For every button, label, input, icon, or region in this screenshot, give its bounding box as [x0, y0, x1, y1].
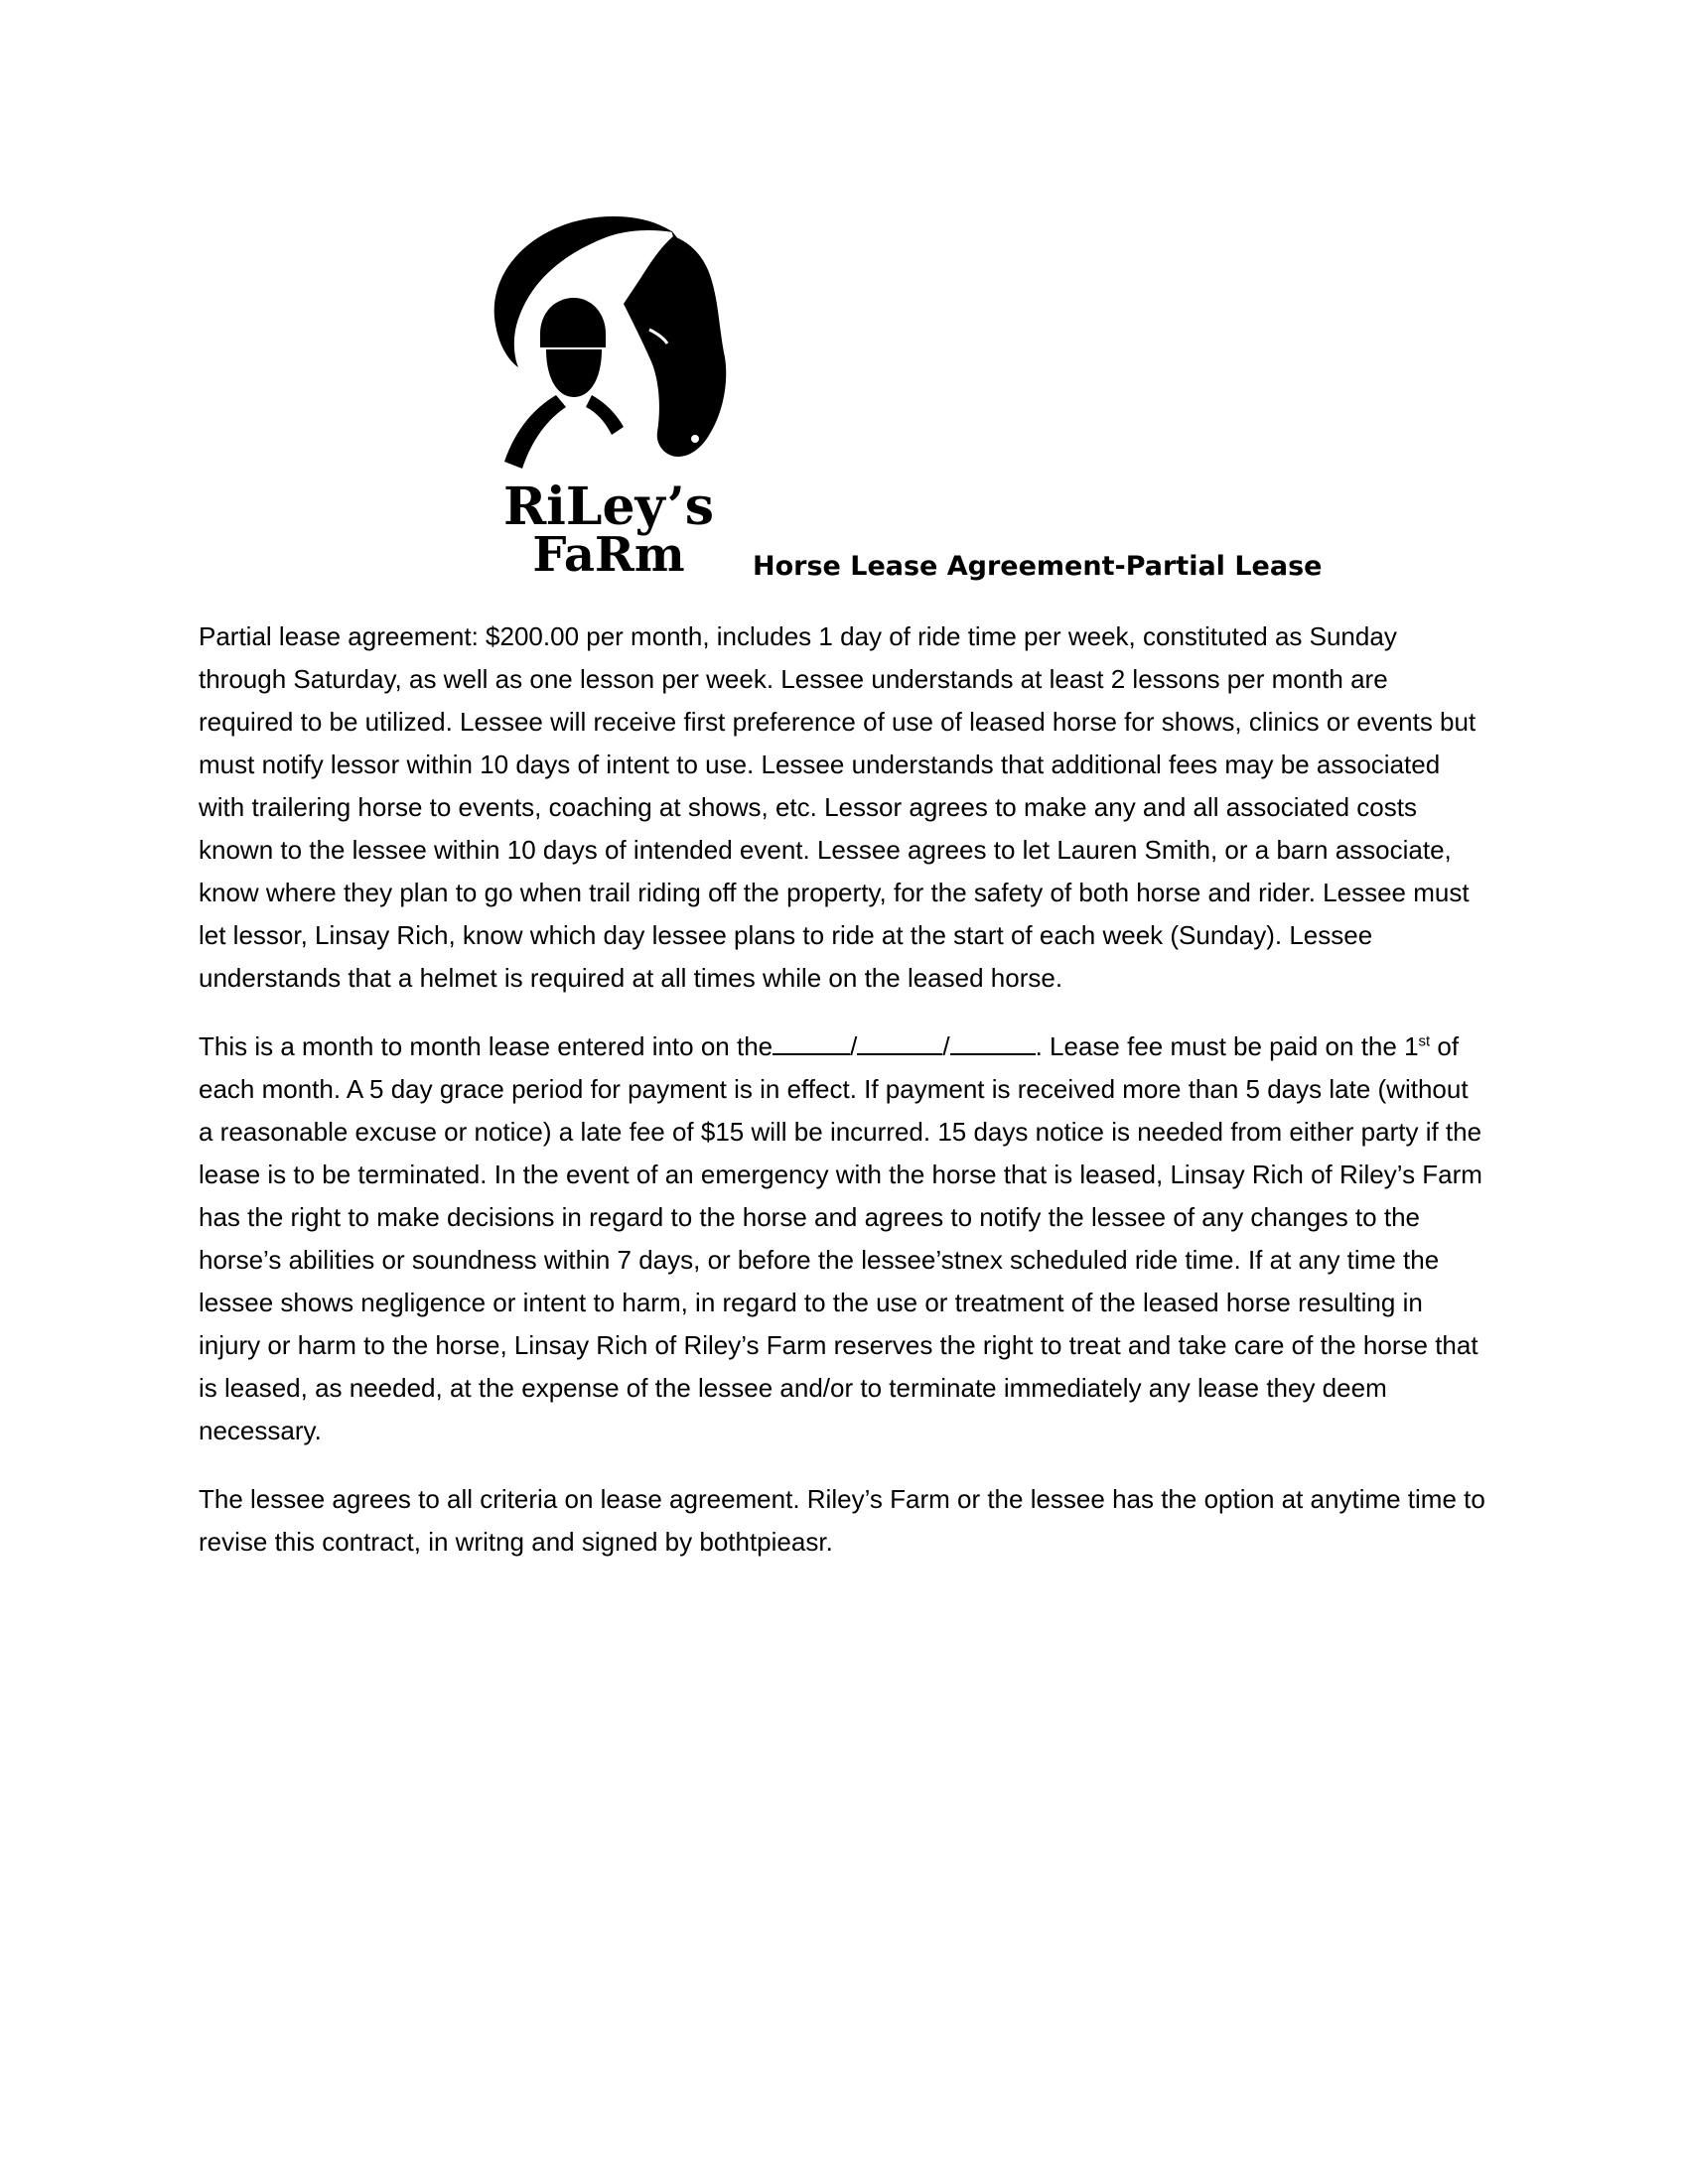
lease-date-lead-text: This is a month to month lease entered into on the [199, 1031, 774, 1061]
horse-rider-logo-icon [475, 208, 753, 576]
agreement-body [199, 615, 1489, 1589]
lease-conditions-text: of each month. A 5 day grace period for payment is in effect. If payment is received more than 5 days late (without a reasonable excuse or notice) a late fee of $15 will be incurred. 15 days notice is needed from either party if the lease is to be terminated. In the event of an emergency with the horse that is leased, Linsay Rich of Riley’s Farm has the right to make decisions in regard to the horse and agrees to notify the lessee of any changes to the horse’s abilities or soundness within 7 days, or before the lessee’stnex scheduled ride time. If at any time the lessee shows negligence or intent to harm, in regard to the use or treatment of the leased horse resulting in injury or harm to the horse, Linsay Rich of Riley’s Farm reserves the right to treat and take care of the horse that is leased, as needed, at the expense of the lessee and/or to terminate immediately any lease they deem necessary. [199, 1031, 1482, 1445]
date-month-blank[interactable] [773, 1029, 850, 1055]
document-title: Horse Lease Agreement-Partial Lease [753, 551, 1323, 582]
date-separator: / [850, 1031, 858, 1061]
svg-text:FaRm: FaRm [532, 527, 685, 576]
lease-fee-text: . Lease fee must be paid on the 1 [1035, 1031, 1419, 1061]
svg-text:RiLey’s: RiLey’s [502, 477, 715, 537]
date-year-blank[interactable] [950, 1029, 1036, 1055]
rileys-farm-logo [475, 208, 753, 576]
paragraph-lease-terms: Partial lease agreement: $200.00 per month, includes 1 day of ride time per week, constituted as Sunday through Saturday, as well as one lesson per week. Lessee understands at least 2 lessons per month are required to be utilized. Lessee will receive first preference of use of leased horse for shows, clinics or events but must notify lessor within 10 days of intent to use. Lessee understands that additional fees may be associated with trailering horse to events, coaching at shows, etc. Lessor agrees to make any and all associated costs known to the lessee within 10 days of intended event. Lessee agrees to let Lauren Smith, or a barn associate, know where they plan to go when trail riding off the property, for the safety of both horse and rider. Lessee must let lessor, Linsay Rich, know which day lessee plans to ride at the start of each week (Sunday). Lessee understands that a helmet is required at all times while on the leased horse. [199, 621, 1477, 993]
date-separator: / [942, 1031, 950, 1061]
paragraph-agreement-criteria: The lessee agrees to all criteria on lease agreement. Riley’s Farm or the lessee has the option at anytime time to revise this contract, in writng and signed by bothtpieasr. [199, 1484, 1485, 1557]
date-day-blank[interactable] [857, 1029, 942, 1055]
paragraph-lease-duration [199, 1025, 1489, 1452]
ordinal-suffix: st [1418, 1032, 1431, 1050]
